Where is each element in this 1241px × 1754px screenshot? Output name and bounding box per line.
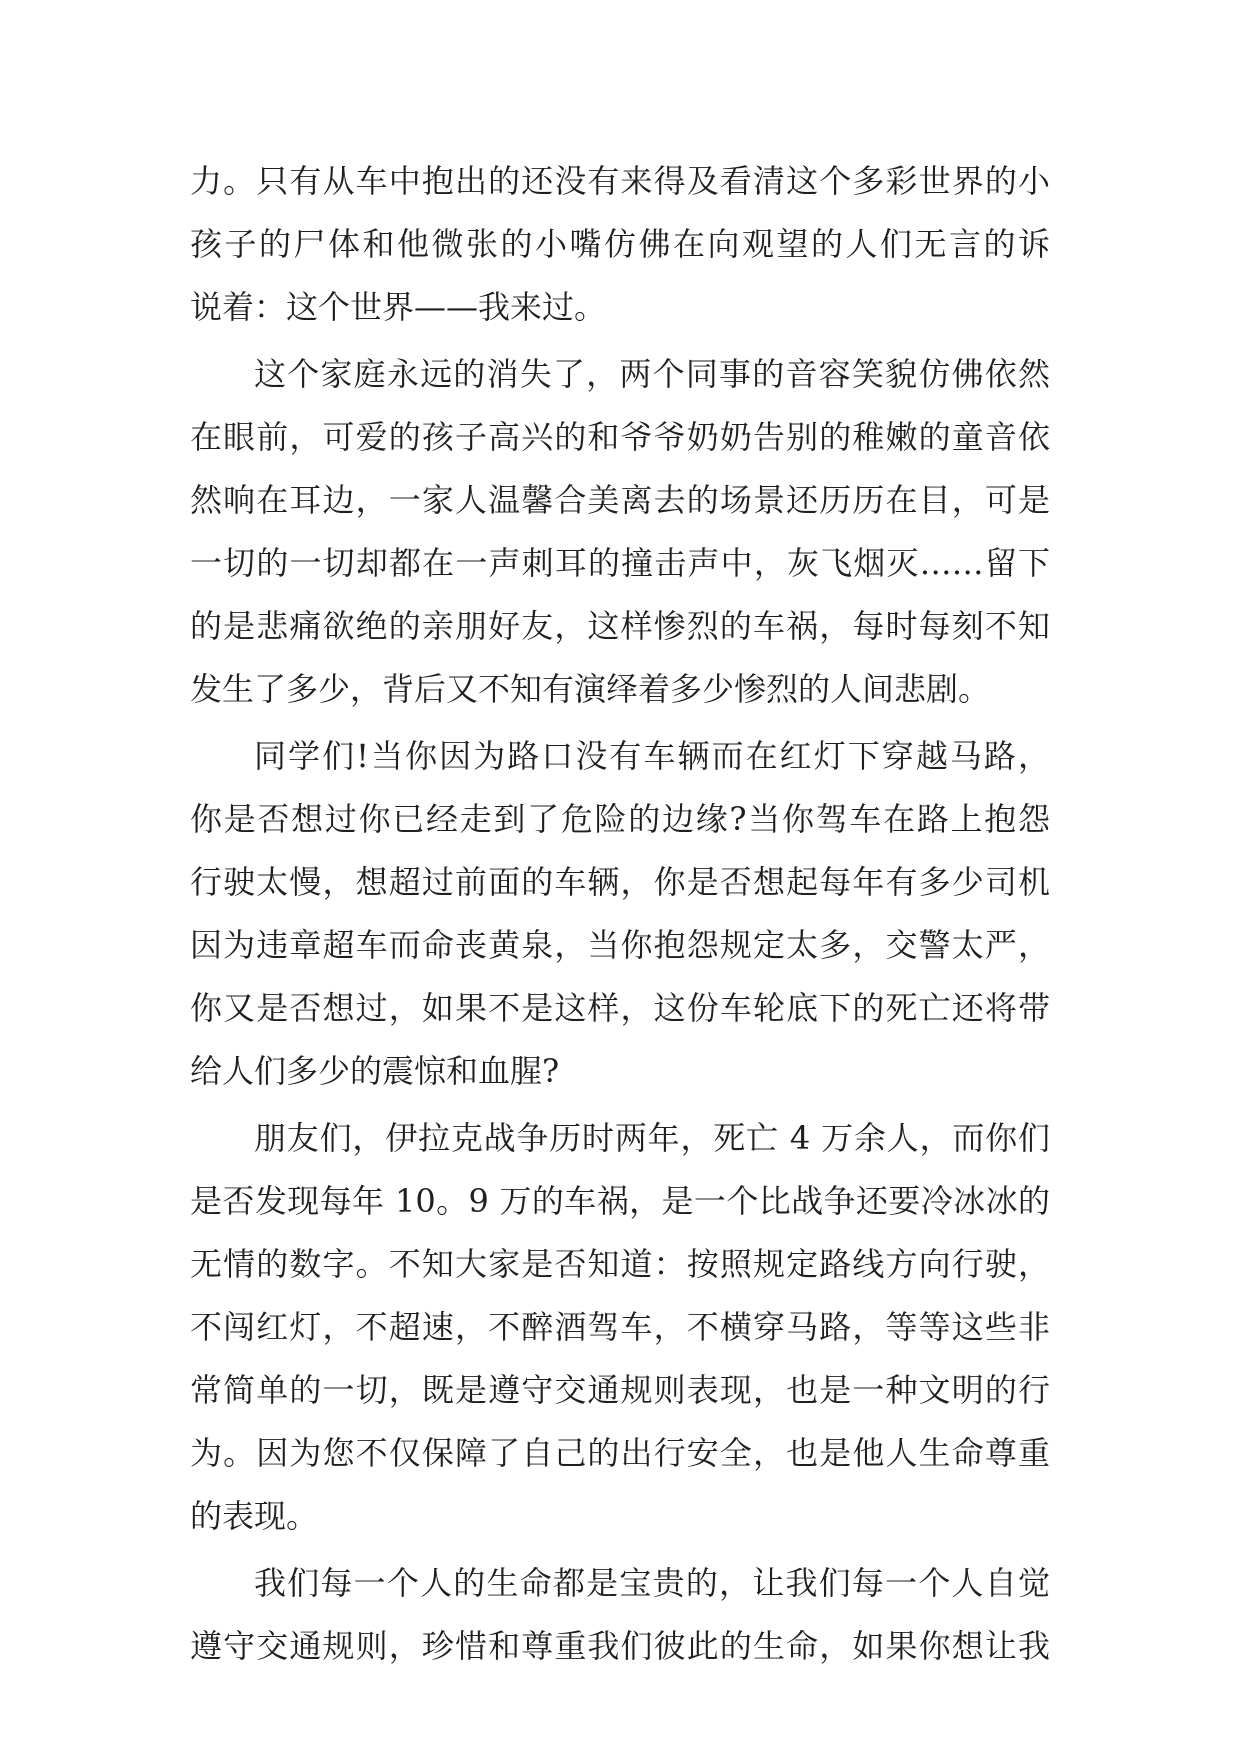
text-line: 因为违章超车而命丧黄泉，当你抱怨规定太多，交警太严， [190,926,1050,964]
paragraph-3 [190,725,1050,1103]
paragraph-2 [190,343,1050,721]
paragraph-1 [190,150,1050,339]
text-line: 为。因为您不仅保障了自己的出行安全，也是他人生命尊重 [190,1434,1050,1472]
text-line: 说着：这个世界——我来过。 [190,288,607,326]
text-line: 的是悲痛欲绝的亲朋好友，这样惨烈的车祸，每时每刻不知 [190,607,1050,645]
text-line: 然响在耳边，一家人温馨合美离去的场景还历历在目，可是 [190,481,1050,519]
paragraph-4 [190,1107,1050,1548]
text-line: 发生了多少，背后又不知有演绎着多少惨烈的人间悲剧。 [190,670,991,708]
text-line: 我们每一个人的生命都是宝贵的，让我们每一个人自觉 [254,1564,1050,1602]
text-line: 行驶太慢，想超过前面的车辆，你是否想起每年有多少司机 [190,863,1050,901]
text-line: 这个家庭永远的消失了，两个同事的音容笑貌仿佛依然 [254,355,1050,393]
body-text [190,150,1050,1678]
text-line: 你又是否想过，如果不是这样，这份车轮底下的死亡还将带 [190,989,1050,1027]
text-line: 不闯红灯，不超速，不醉酒驾车，不横穿马路，等等这些非 [190,1308,1050,1346]
text-line: 孩子的尸体和他微张的小嘴仿佛在向观望的人们无言的诉 [190,225,1050,263]
text-line: 一切的一切却都在一声刺耳的撞击声中，灰飞烟灭……留下 [190,544,1050,582]
text-line: 朋友们，伊拉克战争历时两年，死亡 4 万余人，而你们 [254,1119,1050,1157]
text-line: 给人们多少的震惊和血腥? [190,1052,560,1090]
text-line: 遵守交通规则，珍惜和尊重我们彼此的生命，如果你想让我 [190,1627,1050,1665]
text-line: 无情的数字。不知大家是否知道：按照规定路线方向行驶， [190,1245,1050,1283]
text-line: 力。只有从车中抱出的还没有来得及看清这个多彩世界的小 [190,162,1050,200]
paragraph-5 [190,1552,1050,1678]
text-line: 同学们!当你因为路口没有车辆而在红灯下穿越马路， [254,737,1050,775]
text-line: 的表现。 [190,1497,319,1535]
text-line: 在眼前，可爱的孩子高兴的和爷爷奶奶告别的稚嫩的童音依 [190,418,1050,456]
text-line: 常简单的一切，既是遵守交通规则表现，也是一种文明的行 [190,1371,1050,1409]
text-line: 你是否想过你已经走到了危险的边缘?当你驾车在路上抱怨 [190,800,1050,838]
text-line: 是否发现每年 10。9 万的车祸，是一个比战争还要冷冰冰的 [190,1182,1050,1220]
